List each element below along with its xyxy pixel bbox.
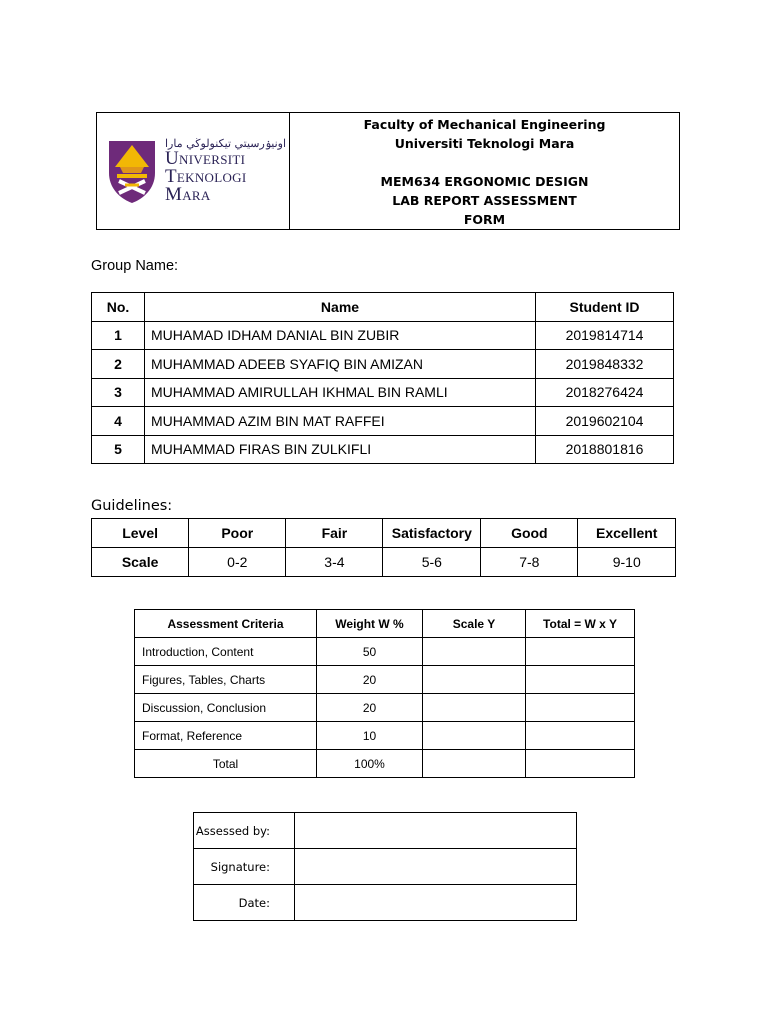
scale-fair: 3-4: [286, 548, 383, 577]
criteria-weight: 50: [317, 638, 423, 666]
student-no: 3: [92, 378, 145, 407]
level-excellent: Excellent: [578, 519, 676, 548]
student-id: 2019814714: [536, 321, 674, 350]
scale-good: 7-8: [481, 548, 578, 577]
signature-row: [194, 849, 577, 885]
date-label: Date:: [194, 885, 295, 921]
student-no: 4: [92, 407, 145, 436]
student-name: MUHAMMAD AMIRULLAH IKHMAL BIN RAMLI: [145, 378, 536, 407]
col-header-student-id: Student ID: [536, 293, 674, 322]
signature-field[interactable]: [295, 849, 577, 885]
form-title-line-2: FORM: [463, 212, 506, 227]
total-scale-cell[interactable]: [423, 750, 526, 778]
col-header-scale: Scale Y: [423, 610, 526, 638]
criteria-weight: 20: [317, 694, 423, 722]
assessment-total-row: [135, 750, 635, 778]
student-id: 2018276424: [536, 378, 674, 407]
col-header-name: Name: [145, 293, 536, 322]
col-header-criteria: Assessment Criteria: [135, 610, 317, 638]
uitm-logo: [97, 113, 289, 229]
total-input-cell[interactable]: [526, 666, 635, 694]
logo-jawi-text: اونيۏرسيتي تيكنولوڬي مارا: [165, 137, 287, 150]
col-header-total: Total = W x Y: [526, 610, 635, 638]
logo-line-1: Universiti: [165, 148, 246, 169]
table-row: [135, 638, 635, 666]
criteria-weight: 10: [317, 722, 423, 750]
total-label: Total: [135, 750, 317, 778]
criteria-weight: 20: [317, 666, 423, 694]
grand-total-cell[interactable]: [526, 750, 635, 778]
table-row: [135, 666, 635, 694]
criteria-name: Introduction, Content: [135, 638, 317, 666]
uitm-crest-icon: [105, 137, 159, 205]
table-row: [135, 694, 635, 722]
student-id: 2019602104: [536, 407, 674, 436]
form-title-cell: [290, 113, 680, 230]
scale-label: Scale: [92, 548, 189, 577]
table-row: [92, 407, 674, 436]
guidelines-scale-row: [92, 548, 676, 577]
date-row: [194, 885, 577, 921]
level-fair: Fair: [286, 519, 383, 548]
logo-text: [165, 138, 286, 204]
total-input-cell[interactable]: [526, 694, 635, 722]
logo-line-3: Mara: [165, 184, 211, 205]
student-name: MUHAMMAD FIRAS BIN ZULKIFLI: [145, 435, 536, 464]
table-row: [92, 435, 674, 464]
level-poor: Poor: [189, 519, 286, 548]
assessed-by-label: Assessed by:: [194, 813, 295, 849]
logo-line-2: Teknologi: [165, 166, 247, 187]
col-header-weight: Weight W %: [317, 610, 423, 638]
total-input-cell[interactable]: [526, 722, 635, 750]
signature-label: Signature:: [194, 849, 295, 885]
student-no: 2: [92, 350, 145, 379]
guidelines-label: Guidelines:: [91, 498, 173, 514]
student-id: 2018801816: [536, 435, 674, 464]
table-row: [92, 321, 674, 350]
assessment-header-row: [135, 610, 635, 638]
group-name-label: Group Name:: [91, 258, 179, 274]
scale-poor: 0-2: [189, 548, 286, 577]
student-no: 1: [92, 321, 145, 350]
level-label: Level: [92, 519, 189, 548]
table-row: [135, 722, 635, 750]
guidelines-table: [91, 518, 676, 577]
students-table: [91, 292, 674, 464]
university-name: Universiti Teknologi Mara: [394, 136, 575, 151]
form-title-line-1: LAB REPORT ASSESSMENT: [392, 193, 577, 208]
student-id: 2019848332: [536, 350, 674, 379]
assessed-by-field[interactable]: [295, 813, 577, 849]
table-row: [92, 378, 674, 407]
scale-input-cell[interactable]: [423, 666, 526, 694]
table-row: [92, 350, 674, 379]
criteria-name: Figures, Tables, Charts: [135, 666, 317, 694]
logo-cell: [97, 113, 290, 230]
assessment-table: [134, 609, 635, 778]
total-weight: 100%: [317, 750, 423, 778]
scale-satisfactory: 5-6: [383, 548, 481, 577]
student-name: MUHAMMAD ADEEB SYAFIQ BIN AMIZAN: [145, 350, 536, 379]
assessed-by-row: [194, 813, 577, 849]
student-name: MUHAMAD IDHAM DANIAL BIN ZUBIR: [145, 321, 536, 350]
col-header-no: No.: [92, 293, 145, 322]
course-title: MEM634 ERGONOMIC DESIGN: [380, 174, 589, 189]
guidelines-level-row: [92, 519, 676, 548]
level-satisfactory: Satisfactory: [383, 519, 481, 548]
scale-input-cell[interactable]: [423, 722, 526, 750]
student-name: MUHAMMAD AZIM BIN MAT RAFFEI: [145, 407, 536, 436]
scale-input-cell[interactable]: [423, 638, 526, 666]
level-good: Good: [481, 519, 578, 548]
criteria-name: Discussion, Conclusion: [135, 694, 317, 722]
header-table: [96, 112, 680, 230]
total-input-cell[interactable]: [526, 638, 635, 666]
faculty-name: Faculty of Mechanical Engineering: [363, 117, 606, 132]
signoff-table: [193, 812, 577, 921]
criteria-name: Format, Reference: [135, 722, 317, 750]
date-field[interactable]: [295, 885, 577, 921]
scale-excellent: 9-10: [578, 548, 676, 577]
scale-input-cell[interactable]: [423, 694, 526, 722]
student-no: 5: [92, 435, 145, 464]
students-header-row: [92, 293, 674, 322]
title-spacer: [290, 153, 679, 172]
